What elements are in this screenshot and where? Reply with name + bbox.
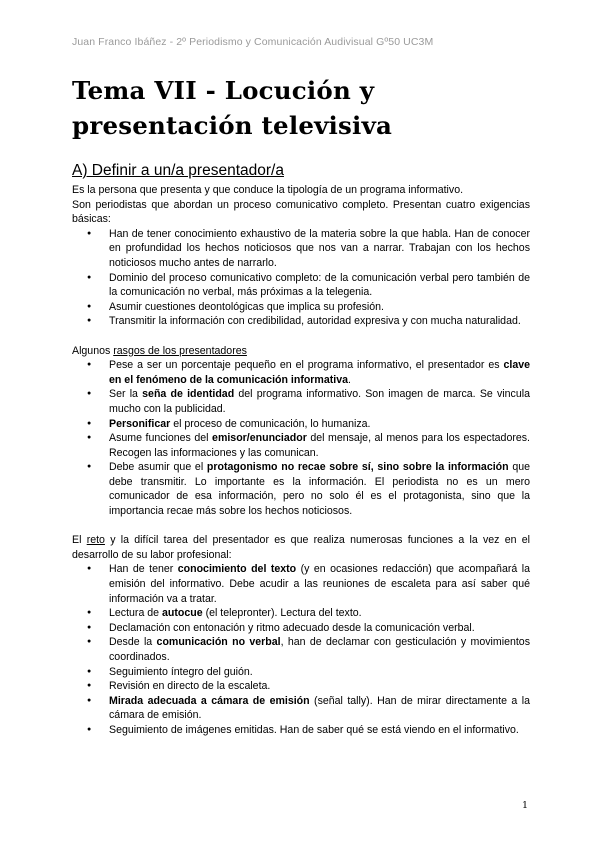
list-item <box>72 606 530 621</box>
text-run: del programa informativo. Son imagen de marca. Se vincula mucho con la publicidad. <box>109 388 530 415</box>
text-run: Ser la <box>109 388 143 401</box>
list-item <box>72 460 530 518</box>
section-heading: A) Definir a un/a presentador/a <box>72 162 284 179</box>
bold-text: protagonismo no recae sobre sí, sino sobre la información <box>206 461 509 474</box>
text-run: Han de tener <box>109 563 178 576</box>
list-item <box>72 417 530 432</box>
page-number: 1 <box>522 800 529 811</box>
list-item: ● Transmitir la información con credibilidad, autoridad expresiva y con mucha naturalidad. <box>72 314 530 329</box>
bold-text: Mirada adecuada a cámara de emisión <box>109 694 310 707</box>
list-item: ● Dominio del proceso comunicativo completo: de la comunicación verbal pero también de la comunicación no verbal, más próximas a la telegenia. <box>72 271 530 300</box>
text-run: (señal tally). Han de mirar directamente a la cámara de emisión. <box>109 694 530 722</box>
text-run: del mensaje, al menos para los espectadores. Recogen las informaciones y las comunican. <box>109 432 530 459</box>
paragraph: Son periodistas que abordan un proceso comunicativo completo. Presentan cuatro exigencias básicas: <box>72 198 530 226</box>
bold-text: comunicación no verbal <box>156 636 281 649</box>
paragraph <box>72 344 530 359</box>
paragraph: Es la persona que presenta y que conduce la tipología de un programa informativo. <box>72 184 464 196</box>
text-run: Debe asumir que el <box>109 461 207 474</box>
text-run: Desde la <box>109 636 157 649</box>
list-item <box>72 694 530 723</box>
underlined-text: rasgos de los presentadores <box>113 344 247 357</box>
list-item <box>72 431 530 460</box>
bold-text: clave en el fenómeno de la comunicación informativa <box>109 359 530 386</box>
text-run: Algunos <box>72 344 114 357</box>
text-run: (el telepronter). Lectura del texto. <box>202 607 362 620</box>
list-item: ● Seguimiento íntegro del guión. <box>72 665 530 680</box>
list-item <box>72 562 530 606</box>
list-item: ● Revisión en directo de la escaleta. <box>72 679 530 694</box>
bullet-list <box>72 562 530 737</box>
list-item: ● Seguimiento de imágenes emitidas. Han de saber qué se está viendo en el informativo. <box>72 723 530 738</box>
list-item: ● Han de tener conocimiento exhaustivo de la materia sobre la que habla. Han de conocer en profundidad los hechos noticiosos que nos van a narrar. Trabajan con los hechos noticiosos mucho antes de narrarlo. <box>72 227 530 271</box>
text-run: y la difícil tarea del presentador es que realiza numerosas funciones a la vez en el desarrollo de su labor profesional: <box>72 534 530 561</box>
list-item: ● Asumir cuestiones deontológicas que implica su profesión. <box>72 300 530 315</box>
list-item <box>72 387 530 416</box>
text-run: . <box>348 373 351 386</box>
list-item <box>72 635 530 664</box>
page-title: Tema VII - Locución y presentación televisiva <box>72 76 393 140</box>
paragraph <box>72 533 530 562</box>
text-run: Lectura de <box>109 607 163 620</box>
text-run: Pese a ser un porcentaje pequeño en el programa informativo, el presentador es <box>109 359 504 372</box>
bold-text: autocue <box>162 607 203 620</box>
underlined-text: reto <box>86 534 105 547</box>
text-run: el proceso de comunicación, lo humaniza. <box>170 417 371 430</box>
text-run: que debe transmitir. Lo importante es la información. El periodista no es un mero comunicador de esa información, pero no solo él es el protagonista, sino que la importancia recae más sobre los hechos noticiosos. <box>109 461 531 518</box>
text-run: El <box>72 534 87 547</box>
text-run: Asume funciones del <box>109 432 213 445</box>
document-body <box>72 162 530 738</box>
bold-text: Personificar <box>109 417 171 430</box>
bold-text: emisor/enunciador <box>212 432 307 445</box>
list-item <box>72 358 530 387</box>
bold-text: conocimiento del texto <box>177 563 297 576</box>
bullet-list <box>72 358 530 519</box>
text-run: (y en ocasiones redacción) que acompañará la emisión del informativo. Debe acudir a las reuniones de escaleta para así saber qué información va a tratar. <box>109 563 530 605</box>
running-header: Juan Franco Ibáñez - 2º Periodismo y Comunicación Audivisual Gº50 UC3M <box>72 36 434 48</box>
bold-text: seña de identidad <box>142 388 235 401</box>
bullet-list <box>72 227 530 329</box>
text-run: , han de declamar con gesticulación y movimientos coordinados. <box>109 636 530 663</box>
list-item: ● Declamación con entonación y ritmo adecuado desde la comunicación verbal. <box>72 621 530 636</box>
